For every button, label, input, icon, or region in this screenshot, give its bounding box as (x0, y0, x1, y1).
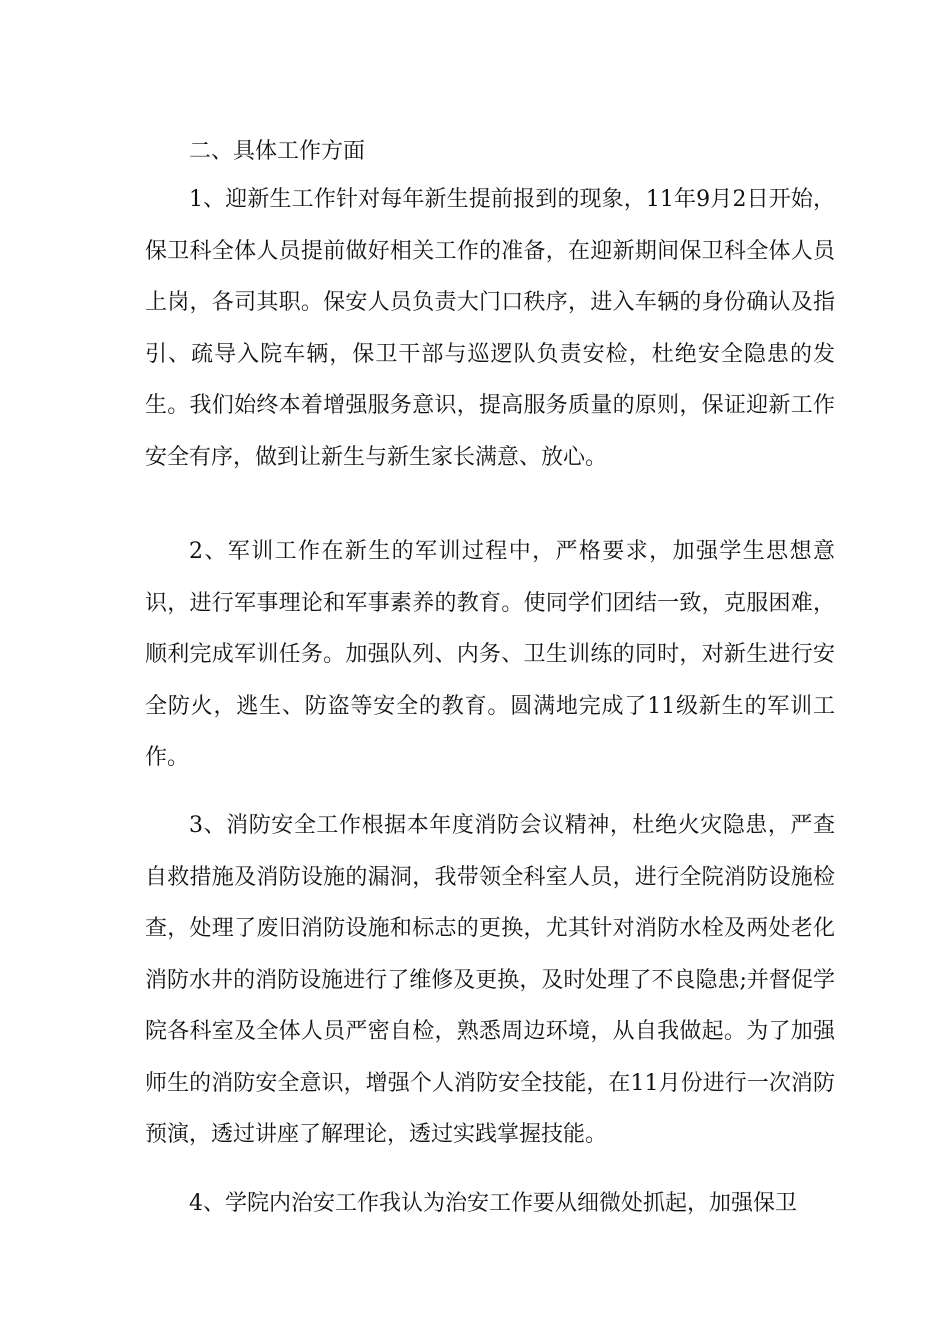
paragraph-fire-safety: 3、消防安全工作根据本年度消防会议精神，杜绝火灾隐患，严查自救措施及消防设施的漏洞，我带领全科室人员，进行全院消防设施检查，处理了废旧消防设施和标志的更换，尤其针对消防水栓及两处老化消防水井的消防设施进行了维修及更换，及时处理了不良隐患;并督促学院各科室及全体人员严密自检，熟悉周边环境，从自我做起。为了加强师生的消防安全意识，增强个人消防安全技能，在11月份进行一次消防预演，透过讲座了解理论，透过实践掌握技能。 (145, 813, 835, 1147)
paragraph-campus-security: 4、学院内治安工作我认为治安工作要从细微处抓起，加强保卫 (189, 1191, 797, 1216)
section-heading: 二、具体工作方面 (189, 139, 366, 164)
paragraph-military-training: 2、军训工作在新生的军训过程中，严格要求，加强学生思想意识，进行军事理论和军事素养的教育。使同学们团结一致，克服困难，顺利完成军训任务。加强队列、内务、卫生训练的同时，对新生进行安全防火，逃生、防盗等安全的教育。圆满地完成了11级新生的军训工作。 (145, 539, 835, 770)
paragraph-welcome-freshmen: 1、迎新生工作针对每年新生提前报到的现象，11年9月2日开始，保卫科全体人员提前做好相关工作的准备，在迎新期间保卫科全体人员上岗，各司其职。保安人员负责大门口秩序，进入车辆的身份确认及指引、疏导入院车辆，保卫干部与巡逻队负责安检，杜绝安全隐患的发生。我们始终本着增强服务意识，提高服务质量的原则，保证迎新工作安全有序，做到让新生与新生家长满意、放心。 (145, 187, 835, 470)
